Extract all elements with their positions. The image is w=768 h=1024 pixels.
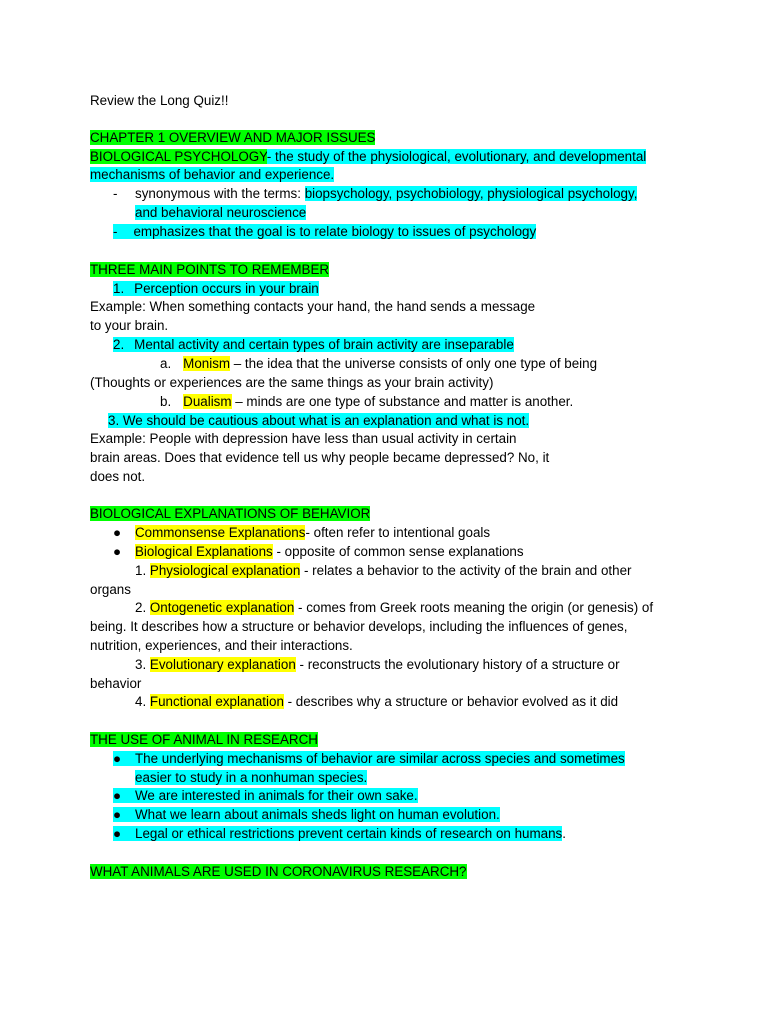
animal-item-2: ● We are interested in animals for their own sake. [113,788,418,803]
synonyms-dash: - [113,186,118,201]
example-1-cont: to your brain. [90,318,169,333]
bio-explanations-heading: BIOLOGICAL EXPLANATIONS OF BEHAVIOR [90,506,371,521]
functional-item: 4. Functional explanation - describes why a structure or behavior evolved as it did [135,694,619,709]
point-1: 1. Perception occurs in your brain [113,281,319,296]
ontogenetic-cont: being. It describes how a structure or behavior develops, including the influences of genes, [90,619,628,634]
bio-psych-definition-cont: mechanisms of behavior and experience. [90,167,335,182]
ontogenetic-cont-2: nutrition, experiences, and their interactions. [90,638,353,653]
evolutionary-cont: behavior [90,676,142,691]
example-3-end: does not. [90,469,146,484]
document-title: Review the Long Quiz!! [90,93,229,108]
synonyms-line-cont: and behavioral neuroscience [135,205,307,220]
synonyms-line: synonymous with the terms: biopsychology, psychobiology, physiological psychology, [135,186,638,201]
monism-note: (Thoughts or experiences are the same things as your brain activity) [90,375,494,390]
point-2: 2. Mental activity and certain types of brain activity are inseparable [113,337,514,352]
three-points-heading: THREE MAIN POINTS TO REMEMBER [90,262,330,277]
evolutionary-item: 3. Evolutionary explanation - reconstructs the evolutionary history of a structure or [135,657,620,672]
ontogenetic-item: 2. Ontogenetic explanation - comes from Greek roots meaning the origin (or genesis) of [135,600,654,615]
physiological-item: 1. Physiological explanation - relates a behavior to the activity of the brain and other [135,563,632,578]
animal-item-1-cont: easier to study in a nonhuman species. [135,770,368,785]
physiological-cont: organs [90,582,131,597]
animal-item-3: ● What we learn about animals sheds light on human evolution. [113,807,500,822]
commonsense-item: ● Commonsense Explanations- often refer to intentional goals [113,525,491,540]
monism-item: a. Monism – the idea that the universe consists of only one type of being [160,356,598,371]
coronavirus-heading: WHAT ANIMALS ARE USED IN CORONAVIRUS RESEARCH? [90,864,467,879]
chapter-1-heading: CHAPTER 1 OVERVIEW AND MAJOR ISSUES [90,130,376,145]
example-3: Example: People with depression have less than usual activity in certain [90,431,517,446]
animal-item-1: ● The underlying mechanisms of behavior are similar across species and sometimes [113,751,625,766]
emphasizes-line: - emphasizes that the goal is to relate biology to issues of psychology [113,224,537,239]
point-3: 3. We should be cautious about what is an explanation and what is not. [108,413,530,428]
bio-psych-definition: BIOLOGICAL PSYCHOLOGY- the study of the physiological, evolutionary, and developmental [90,149,647,164]
dualism-item: b. Dualism – minds are one type of substance and matter is another. [160,394,574,409]
biological-item: ● Biological Explanations - opposite of common sense explanations [113,544,524,559]
example-3-cont: brain areas. Does that evidence tell us why people became depressed? No, it [90,450,550,465]
example-1: Example: When something contacts your hand, the hand sends a message [90,299,536,314]
animal-item-4: ● Legal or ethical restrictions prevent certain kinds of research on humans. [113,826,566,841]
animal-research-heading: THE USE OF ANIMAL IN RESEARCH [90,732,318,747]
